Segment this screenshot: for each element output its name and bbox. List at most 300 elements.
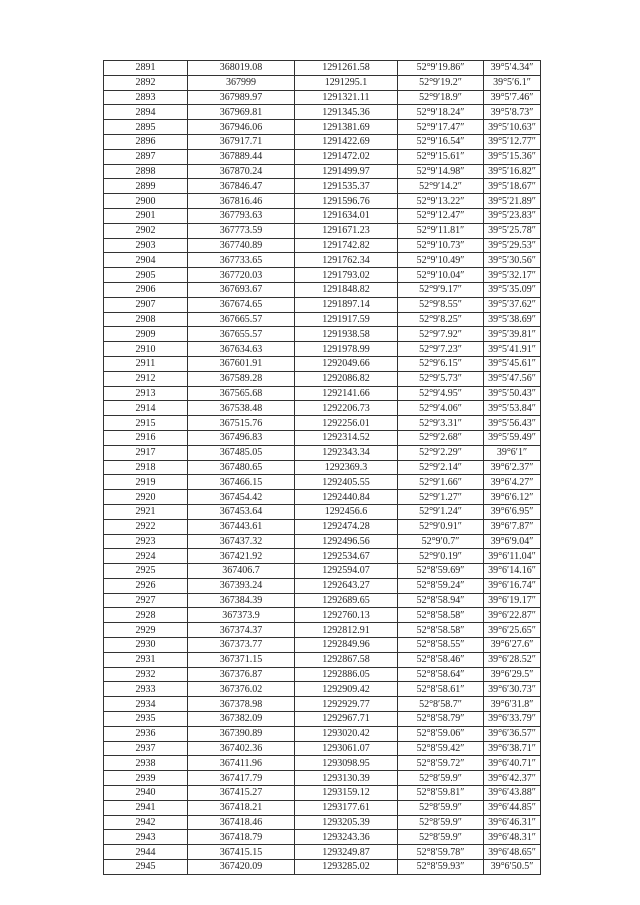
longitude-cell: 39°6′6.12″ [484, 490, 541, 505]
x-coordinate-cell: 367720.03 [188, 268, 295, 283]
table-row [104, 312, 541, 327]
table-row [104, 371, 541, 386]
table-row [104, 830, 541, 845]
x-coordinate-cell: 368019.08 [188, 61, 295, 76]
longitude-cell: 39°6′19.17″ [484, 593, 541, 608]
latitude-cell: 52°9′10.49″ [398, 253, 484, 268]
latitude-cell: 52°9′10.73″ [398, 238, 484, 253]
y-coordinate-cell: 1292369.3 [295, 460, 398, 475]
point-number-cell: 2942 [104, 815, 188, 830]
y-coordinate-cell: 1291917.59 [295, 312, 398, 327]
table-row [104, 356, 541, 371]
latitude-cell: 52°9′8.55″ [398, 297, 484, 312]
x-coordinate-cell: 367480.65 [188, 460, 295, 475]
longitude-cell: 39°6′11.04″ [484, 549, 541, 564]
point-number-cell: 2926 [104, 578, 188, 593]
y-coordinate-cell: 1292086.82 [295, 371, 398, 386]
y-coordinate-cell: 1292141.66 [295, 386, 398, 401]
x-coordinate-cell: 367421.92 [188, 549, 295, 564]
x-coordinate-cell: 367415.15 [188, 845, 295, 860]
x-coordinate-cell: 367376.87 [188, 667, 295, 682]
table-row [104, 445, 541, 460]
latitude-cell: 52°9′3.31″ [398, 416, 484, 431]
table-row [104, 164, 541, 179]
latitude-cell: 52°9′2.68″ [398, 430, 484, 445]
point-number-cell: 2934 [104, 697, 188, 712]
latitude-cell: 52°8′58.55″ [398, 638, 484, 653]
x-coordinate-cell: 367373.77 [188, 638, 295, 653]
x-coordinate-cell: 367889.44 [188, 149, 295, 164]
y-coordinate-cell: 1293159.12 [295, 786, 398, 801]
longitude-cell: 39°6′4.27″ [484, 475, 541, 490]
x-coordinate-cell: 367665.57 [188, 312, 295, 327]
latitude-cell: 52°8′58.79″ [398, 712, 484, 727]
longitude-cell: 39°6′6.95″ [484, 504, 541, 519]
y-coordinate-cell: 1292405.55 [295, 475, 398, 490]
longitude-cell: 39°5′30.56″ [484, 253, 541, 268]
table-row [104, 61, 541, 76]
table-row [104, 771, 541, 786]
latitude-cell: 52°9′7.23″ [398, 342, 484, 357]
point-number-cell: 2941 [104, 800, 188, 815]
x-coordinate-cell: 367733.65 [188, 253, 295, 268]
point-number-cell: 2940 [104, 786, 188, 801]
y-coordinate-cell: 1292909.42 [295, 682, 398, 697]
y-coordinate-cell: 1292929.77 [295, 697, 398, 712]
latitude-cell: 52°9′0.7″ [398, 534, 484, 549]
x-coordinate-cell: 367589.28 [188, 371, 295, 386]
y-coordinate-cell: 1291742.82 [295, 238, 398, 253]
latitude-cell: 52°8′59.9″ [398, 771, 484, 786]
longitude-cell: 39°5′21.89″ [484, 194, 541, 209]
table-row [104, 460, 541, 475]
latitude-cell: 52°8′58.7″ [398, 697, 484, 712]
table-row [104, 238, 541, 253]
latitude-cell: 52°9′5.73″ [398, 371, 484, 386]
longitude-cell: 39°5′53.84″ [484, 401, 541, 416]
longitude-cell: 39°5′16.82″ [484, 164, 541, 179]
y-coordinate-cell: 1292689.65 [295, 593, 398, 608]
longitude-cell: 39°6′1″ [484, 445, 541, 460]
point-number-cell: 2936 [104, 726, 188, 741]
x-coordinate-cell: 367402.36 [188, 741, 295, 756]
latitude-cell: 52°8′59.42″ [398, 741, 484, 756]
y-coordinate-cell: 1291381.69 [295, 120, 398, 135]
point-number-cell: 2911 [104, 356, 188, 371]
table-row [104, 120, 541, 135]
y-coordinate-cell: 1291762.34 [295, 253, 398, 268]
point-number-cell: 2931 [104, 652, 188, 667]
point-number-cell: 2893 [104, 90, 188, 105]
table-row [104, 534, 541, 549]
latitude-cell: 52°8′58.58″ [398, 608, 484, 623]
longitude-cell: 39°5′56.43″ [484, 416, 541, 431]
y-coordinate-cell: 1293098.95 [295, 756, 398, 771]
point-number-cell: 2901 [104, 208, 188, 223]
latitude-cell: 52°9′0.91″ [398, 519, 484, 534]
point-number-cell: 2929 [104, 623, 188, 638]
x-coordinate-cell: 367376.02 [188, 682, 295, 697]
point-number-cell: 2902 [104, 223, 188, 238]
table-row [104, 253, 541, 268]
x-coordinate-cell: 367773.59 [188, 223, 295, 238]
point-number-cell: 2895 [104, 120, 188, 135]
table-row [104, 208, 541, 223]
y-coordinate-cell: 1292643.27 [295, 578, 398, 593]
table-row [104, 179, 541, 194]
longitude-cell: 39°6′9.04″ [484, 534, 541, 549]
y-coordinate-cell: 1291634.01 [295, 208, 398, 223]
latitude-cell: 52°9′0.19″ [398, 549, 484, 564]
latitude-cell: 52°8′59.72″ [398, 756, 484, 771]
x-coordinate-cell: 367485.05 [188, 445, 295, 460]
latitude-cell: 52°8′59.9″ [398, 815, 484, 830]
x-coordinate-cell: 367846.47 [188, 179, 295, 194]
latitude-cell: 52°9′8.25″ [398, 312, 484, 327]
x-coordinate-cell: 367793.63 [188, 208, 295, 223]
longitude-cell: 39°5′39.81″ [484, 327, 541, 342]
y-coordinate-cell: 1293061.07 [295, 741, 398, 756]
x-coordinate-cell: 367740.89 [188, 238, 295, 253]
point-number-cell: 2894 [104, 105, 188, 120]
x-coordinate-cell: 367693.67 [188, 282, 295, 297]
point-number-cell: 2937 [104, 741, 188, 756]
point-number-cell: 2917 [104, 445, 188, 460]
longitude-cell: 39°5′47.56″ [484, 371, 541, 386]
point-number-cell: 2910 [104, 342, 188, 357]
table-row [104, 475, 541, 490]
x-coordinate-cell: 367418.46 [188, 815, 295, 830]
x-coordinate-cell: 367634.63 [188, 342, 295, 357]
point-number-cell: 2905 [104, 268, 188, 283]
y-coordinate-cell: 1292440.84 [295, 490, 398, 505]
latitude-cell: 52°9′11.81″ [398, 223, 484, 238]
y-coordinate-cell: 1293020.42 [295, 726, 398, 741]
table-row [104, 268, 541, 283]
table-row [104, 223, 541, 238]
longitude-cell: 39°6′30.73″ [484, 682, 541, 697]
x-coordinate-cell: 367969.81 [188, 105, 295, 120]
point-number-cell: 2922 [104, 519, 188, 534]
y-coordinate-cell: 1292594.07 [295, 564, 398, 579]
latitude-cell: 52°8′59.24″ [398, 578, 484, 593]
x-coordinate-cell: 367466.15 [188, 475, 295, 490]
latitude-cell: 52°8′59.81″ [398, 786, 484, 801]
latitude-cell: 52°9′10.04″ [398, 268, 484, 283]
longitude-cell: 39°5′45.61″ [484, 356, 541, 371]
point-number-cell: 2915 [104, 416, 188, 431]
longitude-cell: 39°5′6.1″ [484, 75, 541, 90]
table-row [104, 667, 541, 682]
point-number-cell: 2921 [104, 504, 188, 519]
longitude-cell: 39°5′15.36″ [484, 149, 541, 164]
y-coordinate-cell: 1291978.99 [295, 342, 398, 357]
latitude-cell: 52°9′2.14″ [398, 460, 484, 475]
latitude-cell: 52°9′19.2″ [398, 75, 484, 90]
y-coordinate-cell: 1291848.82 [295, 282, 398, 297]
x-coordinate-cell: 367406.7 [188, 564, 295, 579]
longitude-cell: 39°6′42.37″ [484, 771, 541, 786]
x-coordinate-cell: 367384.39 [188, 593, 295, 608]
longitude-cell: 39°6′28.52″ [484, 652, 541, 667]
longitude-cell: 39°6′40.71″ [484, 756, 541, 771]
table-row [104, 564, 541, 579]
point-number-cell: 2943 [104, 830, 188, 845]
point-number-cell: 2935 [104, 712, 188, 727]
table-row [104, 90, 541, 105]
longitude-cell: 39°6′16.74″ [484, 578, 541, 593]
y-coordinate-cell: 1292456.6 [295, 504, 398, 519]
table-row [104, 741, 541, 756]
table-row [104, 712, 541, 727]
x-coordinate-cell: 367655.57 [188, 327, 295, 342]
point-number-cell: 2906 [104, 282, 188, 297]
latitude-cell: 52°8′58.64″ [398, 667, 484, 682]
point-number-cell: 2939 [104, 771, 188, 786]
longitude-cell: 39°5′41.91″ [484, 342, 541, 357]
x-coordinate-cell: 367437.32 [188, 534, 295, 549]
y-coordinate-cell: 1291897.14 [295, 297, 398, 312]
x-coordinate-cell: 367870.24 [188, 164, 295, 179]
longitude-cell: 39°5′38.69″ [484, 312, 541, 327]
longitude-cell: 39°6′14.16″ [484, 564, 541, 579]
x-coordinate-cell: 367917.71 [188, 134, 295, 149]
table-row [104, 519, 541, 534]
longitude-cell: 39°6′2.37″ [484, 460, 541, 475]
x-coordinate-cell: 367565.68 [188, 386, 295, 401]
table-row [104, 416, 541, 431]
latitude-cell: 52°9′1.66″ [398, 475, 484, 490]
longitude-cell: 39°6′38.71″ [484, 741, 541, 756]
latitude-cell: 52°8′58.94″ [398, 593, 484, 608]
latitude-cell: 52°9′14.2″ [398, 179, 484, 194]
y-coordinate-cell: 1291345.36 [295, 105, 398, 120]
y-coordinate-cell: 1293285.02 [295, 860, 398, 875]
longitude-cell: 39°5′37.62″ [484, 297, 541, 312]
point-number-cell: 2899 [104, 179, 188, 194]
x-coordinate-cell: 367674.65 [188, 297, 295, 312]
x-coordinate-cell: 367418.79 [188, 830, 295, 845]
table-row [104, 430, 541, 445]
point-number-cell: 2919 [104, 475, 188, 490]
point-number-cell: 2932 [104, 667, 188, 682]
x-coordinate-cell: 367418.21 [188, 800, 295, 815]
y-coordinate-cell: 1292049.66 [295, 356, 398, 371]
table-row [104, 149, 541, 164]
longitude-cell: 39°5′18.67″ [484, 179, 541, 194]
table-row [104, 815, 541, 830]
x-coordinate-cell: 367390.89 [188, 726, 295, 741]
x-coordinate-cell: 367816.46 [188, 194, 295, 209]
y-coordinate-cell: 1292812.91 [295, 623, 398, 638]
x-coordinate-cell: 367946.06 [188, 120, 295, 135]
latitude-cell: 52°9′4.06″ [398, 401, 484, 416]
table-row [104, 593, 541, 608]
longitude-cell: 39°5′29.53″ [484, 238, 541, 253]
latitude-cell: 52°9′13.22″ [398, 194, 484, 209]
point-number-cell: 2938 [104, 756, 188, 771]
latitude-cell: 52°8′59.06″ [398, 726, 484, 741]
latitude-cell: 52°8′59.93″ [398, 860, 484, 875]
x-coordinate-cell: 367378.98 [188, 697, 295, 712]
table-row [104, 386, 541, 401]
table-row [104, 860, 541, 875]
latitude-cell: 52°9′2.29″ [398, 445, 484, 460]
y-coordinate-cell: 1291938.58 [295, 327, 398, 342]
point-number-cell: 2912 [104, 371, 188, 386]
longitude-cell: 39°6′36.57″ [484, 726, 541, 741]
table-row [104, 756, 541, 771]
latitude-cell: 52°9′15.61″ [398, 149, 484, 164]
point-number-cell: 2903 [104, 238, 188, 253]
table-row [104, 297, 541, 312]
table-row [104, 549, 541, 564]
latitude-cell: 52°8′59.9″ [398, 830, 484, 845]
table-row [104, 194, 541, 209]
table-row [104, 105, 541, 120]
x-coordinate-cell: 367374.37 [188, 623, 295, 638]
y-coordinate-cell: 1291261.58 [295, 61, 398, 76]
latitude-cell: 52°9′12.47″ [398, 208, 484, 223]
longitude-cell: 39°6′50.5″ [484, 860, 541, 875]
table-row [104, 282, 541, 297]
longitude-cell: 39°5′25.78″ [484, 223, 541, 238]
x-coordinate-cell: 367420.09 [188, 860, 295, 875]
latitude-cell: 52°9′1.24″ [398, 504, 484, 519]
y-coordinate-cell: 1291321.11 [295, 90, 398, 105]
table-row [104, 490, 541, 505]
latitude-cell: 52°8′58.46″ [398, 652, 484, 667]
latitude-cell: 52°9′17.47″ [398, 120, 484, 135]
table-row [104, 401, 541, 416]
y-coordinate-cell: 1292967.71 [295, 712, 398, 727]
y-coordinate-cell: 1292760.13 [295, 608, 398, 623]
y-coordinate-cell: 1292474.28 [295, 519, 398, 534]
longitude-cell: 39°5′23.83″ [484, 208, 541, 223]
y-coordinate-cell: 1292496.56 [295, 534, 398, 549]
table-row [104, 845, 541, 860]
table-row [104, 682, 541, 697]
point-number-cell: 2924 [104, 549, 188, 564]
table-row [104, 327, 541, 342]
table-row [104, 134, 541, 149]
longitude-cell: 39°5′10.63″ [484, 120, 541, 135]
point-number-cell: 2891 [104, 61, 188, 76]
y-coordinate-cell: 1291422.69 [295, 134, 398, 149]
longitude-cell: 39°6′27.6″ [484, 638, 541, 653]
x-coordinate-cell: 367515.76 [188, 416, 295, 431]
longitude-cell: 39°5′4.34″ [484, 61, 541, 76]
y-coordinate-cell: 1292256.01 [295, 416, 398, 431]
y-coordinate-cell: 1291472.02 [295, 149, 398, 164]
point-number-cell: 2918 [104, 460, 188, 475]
longitude-cell: 39°6′33.79″ [484, 712, 541, 727]
table-row [104, 608, 541, 623]
point-number-cell: 2904 [104, 253, 188, 268]
latitude-cell: 52°9′7.92″ [398, 327, 484, 342]
point-number-cell: 2916 [104, 430, 188, 445]
point-number-cell: 2944 [104, 845, 188, 860]
longitude-cell: 39°5′35.09″ [484, 282, 541, 297]
x-coordinate-cell: 367453.64 [188, 504, 295, 519]
y-coordinate-cell: 1291596.76 [295, 194, 398, 209]
latitude-cell: 52°9′18.24″ [398, 105, 484, 120]
x-coordinate-cell: 367601.91 [188, 356, 295, 371]
coordinates-table-body [104, 61, 541, 875]
latitude-cell: 52°9′18.9″ [398, 90, 484, 105]
table-row [104, 623, 541, 638]
latitude-cell: 52°8′58.58″ [398, 623, 484, 638]
table-row [104, 638, 541, 653]
latitude-cell: 52°9′1.27″ [398, 490, 484, 505]
point-number-cell: 2908 [104, 312, 188, 327]
y-coordinate-cell: 1293249.87 [295, 845, 398, 860]
table-row [104, 697, 541, 712]
y-coordinate-cell: 1291793.02 [295, 268, 398, 283]
point-number-cell: 2907 [104, 297, 188, 312]
point-number-cell: 2923 [104, 534, 188, 549]
longitude-cell: 39°6′31.8″ [484, 697, 541, 712]
longitude-cell: 39°6′7.87″ [484, 519, 541, 534]
point-number-cell: 2930 [104, 638, 188, 653]
latitude-cell: 52°8′59.9″ [398, 800, 484, 815]
y-coordinate-cell: 1293205.39 [295, 815, 398, 830]
y-coordinate-cell: 1293177.61 [295, 800, 398, 815]
point-number-cell: 2945 [104, 860, 188, 875]
x-coordinate-cell: 367373.9 [188, 608, 295, 623]
x-coordinate-cell: 367989.97 [188, 90, 295, 105]
x-coordinate-cell: 367415.27 [188, 786, 295, 801]
x-coordinate-cell: 367393.24 [188, 578, 295, 593]
point-number-cell: 2898 [104, 164, 188, 179]
y-coordinate-cell: 1292849.96 [295, 638, 398, 653]
point-number-cell: 2897 [104, 149, 188, 164]
point-number-cell: 2900 [104, 194, 188, 209]
point-number-cell: 2896 [104, 134, 188, 149]
longitude-cell: 39°6′43.88″ [484, 786, 541, 801]
y-coordinate-cell: 1292534.67 [295, 549, 398, 564]
y-coordinate-cell: 1291499.97 [295, 164, 398, 179]
y-coordinate-cell: 1292314.52 [295, 430, 398, 445]
latitude-cell: 52°9′16.54″ [398, 134, 484, 149]
latitude-cell: 52°9′14.98″ [398, 164, 484, 179]
y-coordinate-cell: 1291535.37 [295, 179, 398, 194]
x-coordinate-cell: 367538.48 [188, 401, 295, 416]
table-row [104, 504, 541, 519]
longitude-cell: 39°6′46.31″ [484, 815, 541, 830]
longitude-cell: 39°5′12.77″ [484, 134, 541, 149]
x-coordinate-cell: 367417.79 [188, 771, 295, 786]
x-coordinate-cell: 367382.09 [188, 712, 295, 727]
point-number-cell: 2913 [104, 386, 188, 401]
table-row [104, 652, 541, 667]
table-row [104, 342, 541, 357]
x-coordinate-cell: 367999 [188, 75, 295, 90]
table-row [104, 786, 541, 801]
point-number-cell: 2920 [104, 490, 188, 505]
longitude-cell: 39°5′32.17″ [484, 268, 541, 283]
y-coordinate-cell: 1292867.58 [295, 652, 398, 667]
latitude-cell: 52°9′6.15″ [398, 356, 484, 371]
x-coordinate-cell: 367371.15 [188, 652, 295, 667]
table-row [104, 578, 541, 593]
longitude-cell: 39°6′48.31″ [484, 830, 541, 845]
coordinates-table [103, 60, 541, 875]
y-coordinate-cell: 1291295.1 [295, 75, 398, 90]
point-number-cell: 2914 [104, 401, 188, 416]
longitude-cell: 39°6′22.87″ [484, 608, 541, 623]
point-number-cell: 2909 [104, 327, 188, 342]
